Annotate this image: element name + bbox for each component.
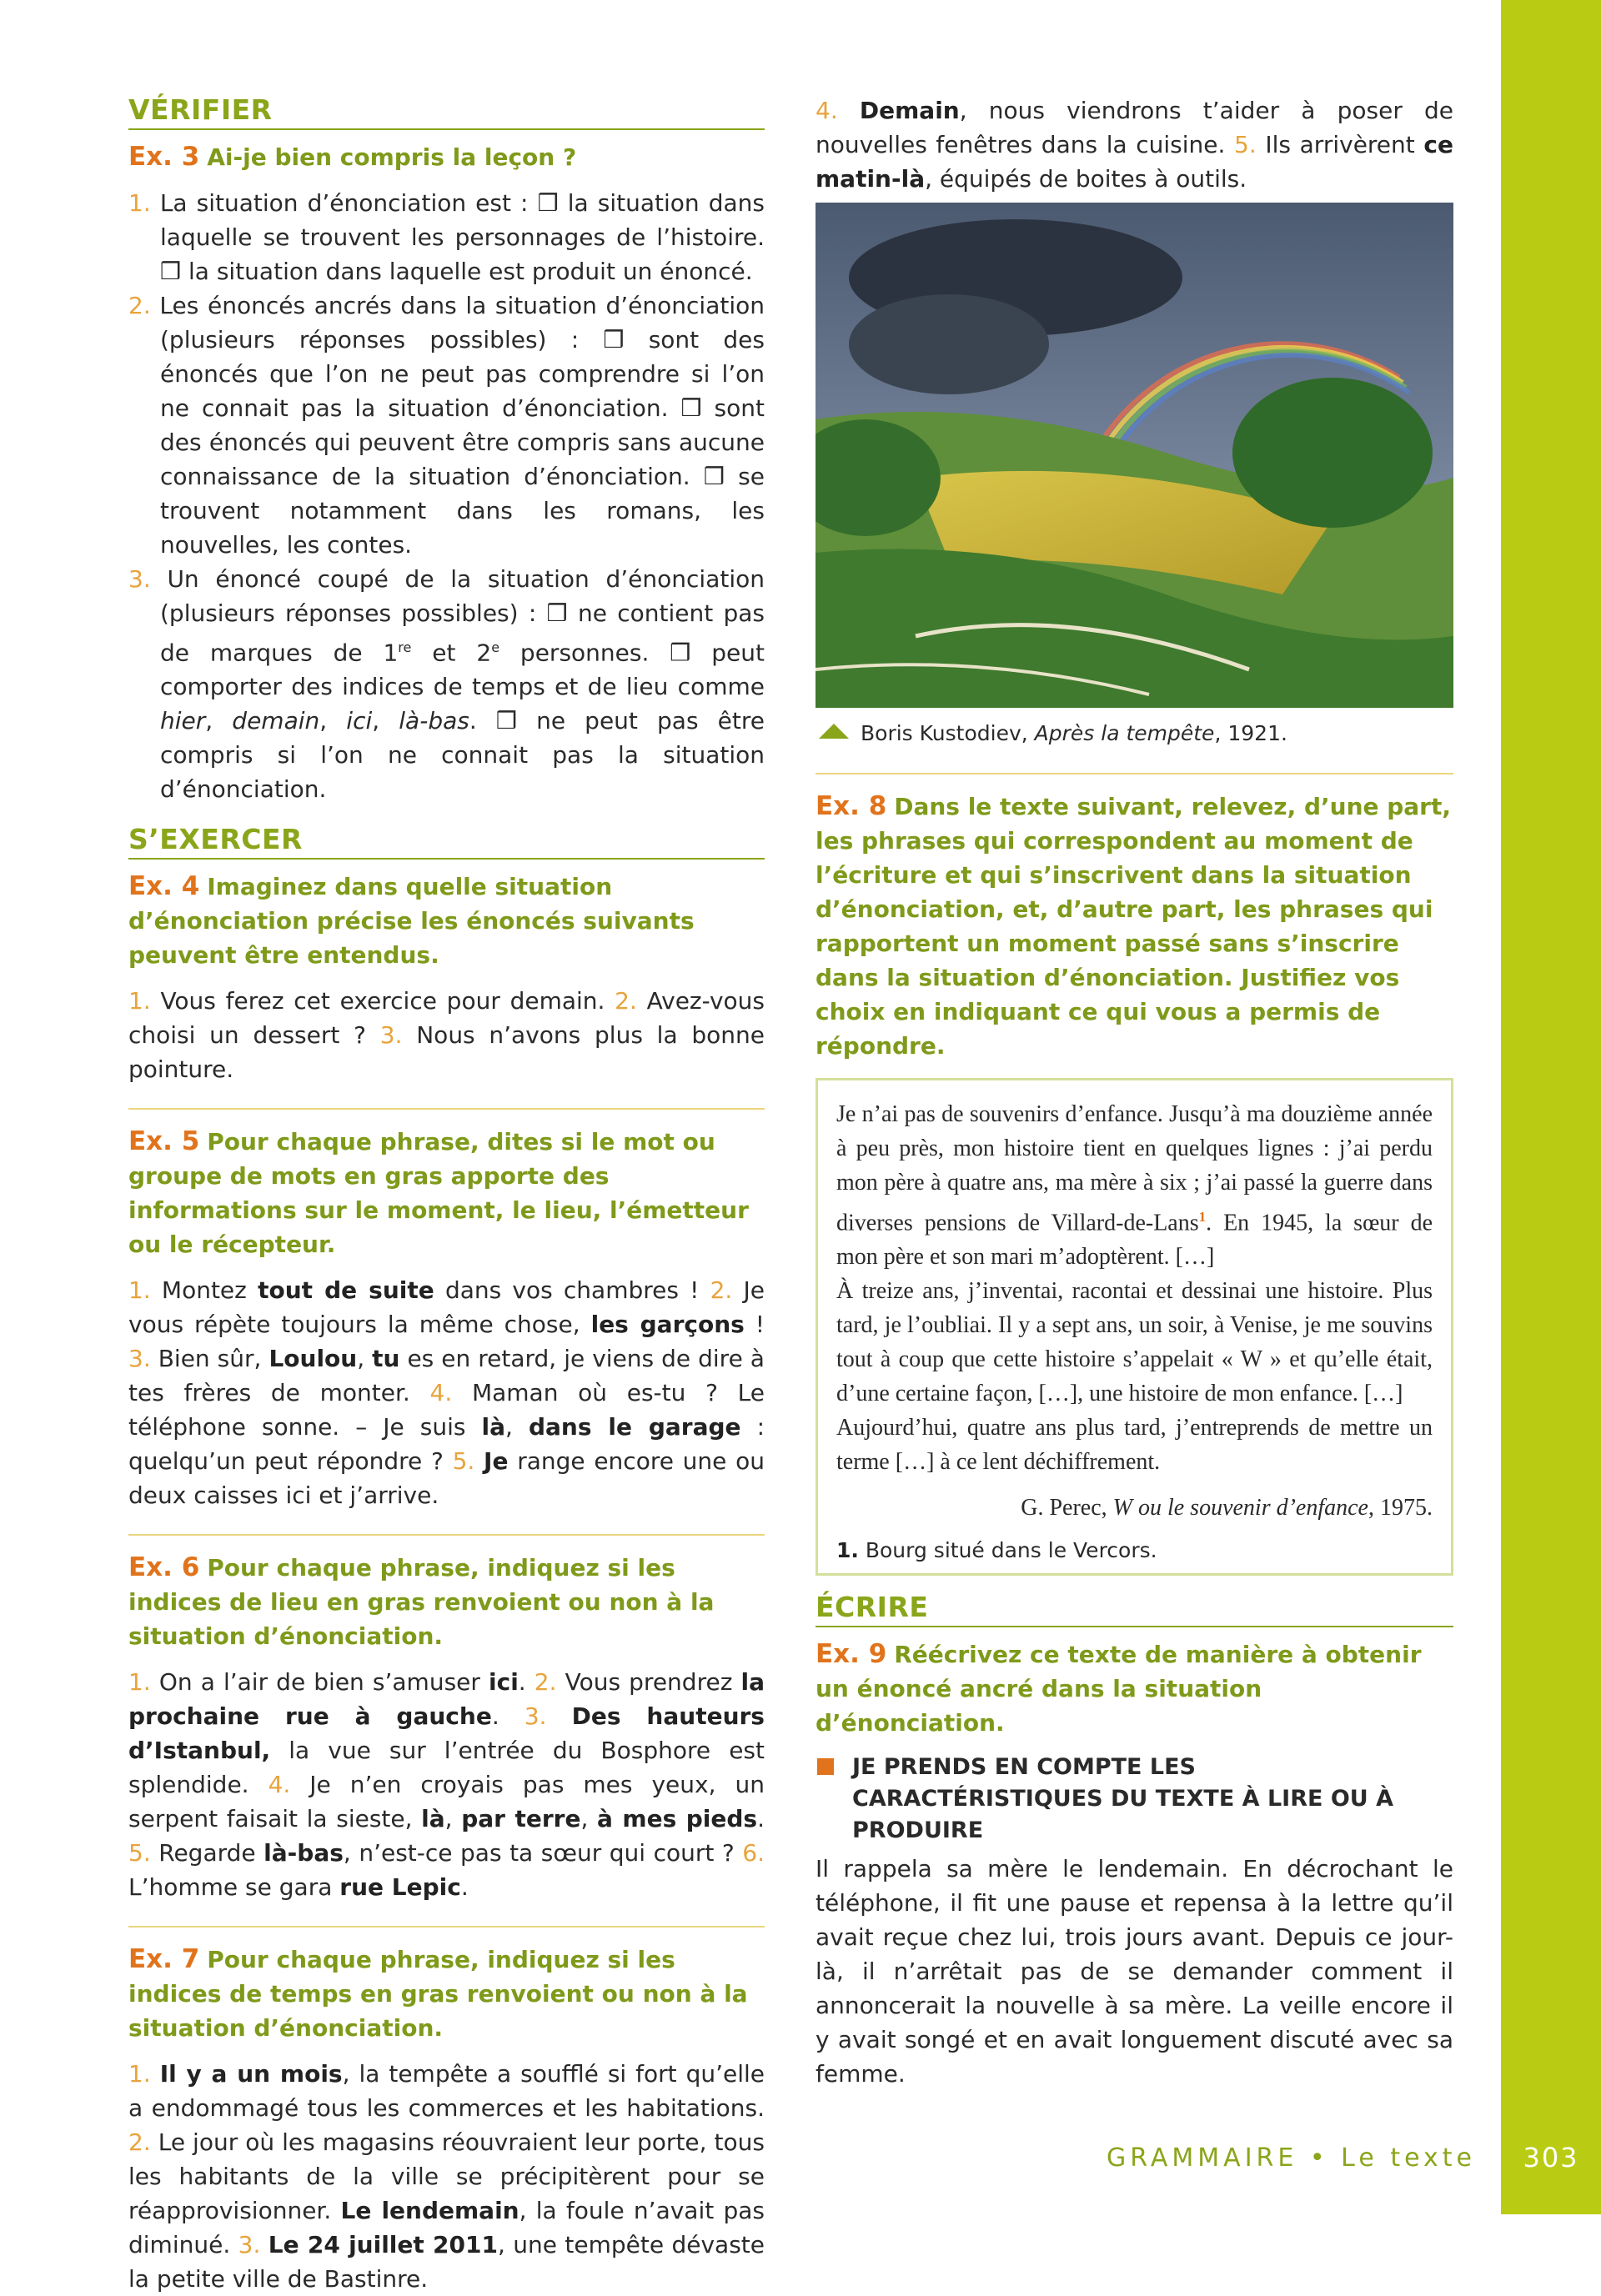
list-item (128, 562, 765, 806)
caption-text: , 1921. (1214, 721, 1287, 745)
exercise-6-text (128, 1665, 765, 1904)
source-title: W ou le souvenir d’enfance (1112, 1495, 1368, 1521)
item-text: Vous ferez cet exercice pour demain. (150, 987, 615, 1015)
text-run: , équipés de boites à outils. (925, 165, 1247, 193)
bold-run: ici (489, 1668, 519, 1697)
text-run: , (357, 1345, 373, 1373)
exercise-3-header (128, 140, 765, 174)
text-run: dans vos chambres ! (434, 1276, 710, 1305)
exercise-title: Pour chaque phrase, indiquez si les indices de lieu en gras renvoient ou non à la situation d’énonciation. (128, 1554, 715, 1651)
item-text: La situation d’énonciation est : ❒ la situation dans laquelle se trouvent les personnages de l’histoire. ❒ la situation dans laquelle est produit un énoncé. (159, 189, 765, 285)
exercise-4-text (128, 984, 765, 1086)
text-run: , une tempête dévaste la petite ville de Bastinre. (128, 2231, 765, 2293)
text-run: . (460, 1873, 469, 1902)
item-number: 2. (534, 1668, 557, 1697)
item-number: 5. (1234, 131, 1257, 158)
footnote-text: Bourg situé dans le Vercors. (858, 1538, 1157, 1563)
bold-run: Loulou (269, 1345, 358, 1373)
text-run (474, 1447, 484, 1475)
text-run: . (518, 1668, 535, 1697)
text-run: Le jour où les magasins réouvraient leur porte, tous les habitants de la ville se précipitèrent pour se réapprovisionner. (128, 2128, 765, 2225)
superscript: re (398, 639, 412, 655)
item-number: 4. (268, 1771, 291, 1799)
exercise-9-text: Il rappela sa mère le lendemain. En décrochant le téléphone, il fit une pause et repensa à la lettre qu’il avait reçue chez lui, trois jours avant. Depuis ce jour-là, il n’arrêtait pas de se demander comment il annoncerait la nouvelle à sa mère. La veille encore il y avait songé et en avait longuement discuté avec sa femme. (816, 1855, 1453, 2088)
item-text: , (319, 707, 347, 735)
item-text: et 2 (411, 639, 492, 667)
item-number: 3. (524, 1702, 547, 1731)
item-number: 5. (128, 1839, 151, 1867)
bold-run: dans le garage (528, 1413, 741, 1441)
page-number: 303 (1523, 2142, 1579, 2173)
text-run: , (580, 1805, 598, 1833)
bold-run: ce matin-là (816, 131, 1453, 193)
item-number: 2. (128, 292, 151, 319)
bold-run: rue Lepic (339, 1873, 461, 1902)
text-run: L’homme se gara (128, 1873, 340, 1902)
text-run: Regarde (150, 1839, 264, 1867)
item-number: 2. (710, 1276, 733, 1305)
text-run: , la foule n’avait pas diminué. (128, 2197, 765, 2259)
excerpt-paragraph: À treize ans, j’inventai, racontai et dessinai une histoire. Plus tard, je l’oubliai. Il y a sept ans, un soir, à Venise, je me souvins tout à coup que cette histoire s’appelait « W » et qu’elle était, d’une certaine façon, […], une histoire de mon enfance. […] (836, 1278, 1433, 1407)
item-number: 4. (429, 1379, 453, 1407)
exercise-7-continued (816, 93, 1453, 196)
text-run: , (444, 1805, 462, 1833)
bold-run: Demain (859, 97, 960, 124)
exercise-title: Pour chaque phrase, dites si le mot ou groupe de mots en gras apporte des informations sur le moment, le lieu, l’émetteur ou le récepteur. (128, 1128, 749, 1259)
italic-word: hier (160, 707, 206, 735)
bold-run: là-bas (263, 1839, 344, 1867)
item-number: 2. (615, 987, 637, 1015)
footnote-number: 1. (836, 1538, 859, 1563)
text-run (547, 1702, 572, 1730)
footer-section: GRAMMAIRE (1107, 2143, 1298, 2173)
exercise-4-header (128, 870, 765, 972)
exercise-number: Ex. 7 (128, 1944, 200, 1975)
item-number: 5. (452, 1447, 475, 1476)
side-color-band (1501, 0, 1601, 2214)
footer-chapter-name: Le texte (1341, 2143, 1476, 2173)
exercise-title: Ai-je bien compris la leçon ? (207, 143, 577, 171)
item-number: 3. (128, 565, 151, 593)
exercise-6-header (128, 1551, 765, 1653)
bold-run: Le lendemain (340, 2197, 519, 2225)
text-run: la vue sur l’entrée du Bosphore est splendide. (128, 1737, 765, 1799)
bold-run: la prochaine rue à gauche (128, 1668, 765, 1731)
text-run: , nous viendrons t’aider à poser de nouvelles fenêtres dans la cuisine. (816, 97, 1454, 158)
divider (128, 1534, 765, 1536)
item-text: personnes. ❒ peut comporter des indices de temps et de lieu comme (160, 639, 765, 701)
text-run: , (505, 1413, 529, 1441)
bold-run: Des hauteurs d’Istanbul, (128, 1702, 765, 1765)
bold-run: les garçons (590, 1311, 745, 1339)
caption-artwork-title: Après la tempête (1034, 721, 1215, 745)
left-column (128, 93, 765, 2296)
exercise-5-header (128, 1125, 765, 1261)
exercise-title: Dans le texte suivant, relevez, d’une part, les phrases qui correspondent au moment de l’écriture et qui s’inscrivent dans la situation d’énonciation, et, d’autre part, les phrases qui rapportent un moment passé sans s’inscrire dans la situation d’énonciation. Justifiez vos choix en indiquant ce qui vous a permis de répondre. (816, 793, 1452, 1060)
exercise-number: Ex. 5 (128, 1126, 200, 1157)
bold-run: Il y a un mois (159, 2060, 343, 2088)
item-text: , (205, 707, 233, 735)
method-subheading (816, 1752, 1453, 1847)
italic-word: ici (346, 707, 373, 735)
text-run (151, 2060, 160, 2088)
list-item (128, 288, 765, 562)
exercise-7-header (128, 1943, 765, 2045)
text-run: es en retard, je viens de dire à tes frères de monter. (128, 1345, 765, 1407)
section-title-exercer: S’EXERCER (128, 823, 765, 860)
item-number: 1. (128, 189, 151, 217)
excerpt-source (836, 1491, 1433, 1525)
right-column (816, 93, 1453, 2091)
item-text: Avez-vous choisi un dessert ? (128, 987, 765, 1050)
bold-run: à mes pieds (597, 1805, 758, 1833)
item-number: 3. (238, 2231, 261, 2259)
text-run: , n’est-ce pas ta sœur qui court ? (343, 1839, 743, 1867)
item-text: Nous n’avons plus la bonne pointure. (128, 1021, 765, 1084)
text-run: , la tempête a soufflé si fort qu’elle a endommagé tous les commerces et les habitations. (128, 2060, 765, 2123)
text-run: Je n’en croyais pas mes yeux, un serpent faisait la sieste, (128, 1771, 765, 1833)
bold-run: là (421, 1805, 445, 1833)
text-run: . (491, 1702, 524, 1731)
text-run: . (757, 1805, 765, 1833)
item-text: . ❒ ne peut pas être compris si l’on ne connait pas la situation d’énonciation. (160, 707, 765, 804)
item-number: 1. (128, 1668, 151, 1697)
text-run (838, 97, 860, 124)
footer-chapter (1107, 2143, 1476, 2173)
list-item (128, 186, 765, 288)
section-title-ecrire: ÉCRIRE (816, 1591, 1453, 1627)
exercise-3-list (128, 186, 765, 806)
subheading-text: JE PRENDS EN COMPTE LES CARACTÉRISTIQUES DU TEXTE À LIRE OU À PRODUIRE (852, 1754, 1394, 1844)
exercise-number: Ex. 4 (128, 871, 200, 902)
text-run: Je vous répète toujours la même chose, (128, 1276, 765, 1339)
excerpt-paragraph (836, 1097, 1433, 1274)
divider (816, 773, 1453, 775)
italic-word: demain (232, 707, 320, 735)
footnote-marker: 1 (1198, 1209, 1207, 1225)
item-number: 2. (128, 2128, 151, 2157)
item-text: Un énoncé coupé de la situation d’énonciation (plusieurs réponses possibles) : ❒ ne contient pas de marques de 1 (160, 565, 765, 667)
exercise-title: Imaginez dans quelle situation d’énonciation précise les énoncés suivants peuvent être entendus. (128, 873, 695, 970)
item-text: Les énoncés ancrés dans la situation d’énonciation (plusieurs réponses possibles) : ❒ sont des énoncés que l’on ne peut pas comprendre si l’on ne connait pas la situation d’énonciation. ❒ sont des énoncés qui peuvent être compris sans aucune connaissance de la situation d’énonciation. ❒ se trouvent notamment dans les romans, les nouvelles, les contes. (159, 292, 765, 559)
item-number: 1. (128, 987, 151, 1015)
exercise-8-header (816, 790, 1453, 1063)
bold-run: là (481, 1413, 506, 1441)
text-run: : quelqu’un peut répondre ? (128, 1413, 765, 1476)
orange-square-icon (817, 1758, 834, 1775)
excerpt-box (816, 1078, 1453, 1576)
exercise-number: Ex. 8 (816, 791, 887, 821)
page-footer (1107, 2134, 1601, 2181)
text-run: ! (744, 1311, 765, 1339)
bold-run: Le 24 juillet 2011 (268, 2231, 498, 2259)
text-run: Bien sûr, (150, 1345, 269, 1373)
superscript: e (491, 639, 500, 655)
source-author: G. Perec, (1021, 1495, 1113, 1521)
italic-word: là-bas (399, 707, 469, 735)
painting-image (816, 203, 1453, 708)
text-run: Vous prendrez (556, 1668, 741, 1697)
excerpt-paragraph: Aujourd’hui, quatre ans plus tard, j’entreprends de mettre un terme […] à ce lent déchiffrement. (836, 1415, 1433, 1476)
divider (128, 1926, 765, 1928)
exercise-7-text (128, 2057, 765, 2296)
source-year: , 1975. (1368, 1495, 1433, 1521)
footer-bullet: • (1309, 2143, 1329, 2173)
section-title-verifier: VÉRIFIER (128, 93, 765, 130)
divider (128, 1108, 765, 1110)
item-number: 4. (816, 97, 838, 124)
exercise-9-header (816, 1637, 1453, 1740)
bold-run: tout de suite (258, 1276, 434, 1305)
caption-text: Boris Kustodiev, (861, 721, 1035, 745)
text-run: Ils arrivèrent (1256, 131, 1424, 158)
item-number: 3. (379, 1021, 403, 1050)
item-number: 3. (128, 1345, 151, 1373)
exercise-number: Ex. 3 (128, 142, 200, 172)
text-run: Maman où es-tu ? Le téléphone sonne. – Je suis (128, 1379, 765, 1441)
exercise-number: Ex. 9 (816, 1639, 887, 1670)
exercise-title: Pour chaque phrase, indiquez si les indices de temps en gras renvoient ou non à la situation d’énonciation. (128, 1946, 748, 2043)
bold-run: Je (484, 1447, 509, 1476)
excerpt-text: . En 1945, la sœur de mon père et son mari m’adoptèrent. […] (836, 1210, 1433, 1271)
item-number: 1. (128, 2060, 151, 2088)
exercise-5-text (128, 1273, 765, 1512)
text-run: Montez (150, 1276, 258, 1305)
bold-run: par terre (461, 1805, 581, 1833)
exercise-title: Réécrivez ce texte de manière à obtenir un énoncé ancré dans la situation d’énonciation. (816, 1641, 1422, 1737)
excerpt-text: Je n’ai pas de souvenirs d’enfance. Jusqu’à ma douzième année à peu près, mon histoire tient en quelques lignes : j’ai perdu mon père à quatre ans, ma mère à six ; j’ai passé la guerre dans diverses pensions de Villard-de-Lans (836, 1101, 1433, 1236)
text-run: On a l’air de bien s’amuser (150, 1668, 489, 1697)
image-caption (816, 719, 1453, 748)
exercise-number: Ex. 6 (128, 1552, 200, 1583)
bold-run: tu (372, 1345, 400, 1373)
item-number: 1. (128, 1276, 151, 1305)
item-text: , (372, 707, 399, 735)
caption-triangle-icon (819, 724, 849, 739)
item-number: 6. (742, 1839, 765, 1867)
footnote (836, 1537, 1433, 1565)
text-run: range encore une ou deux caisses ici et j’arrive. (128, 1447, 765, 1510)
text-run (260, 2231, 268, 2258)
